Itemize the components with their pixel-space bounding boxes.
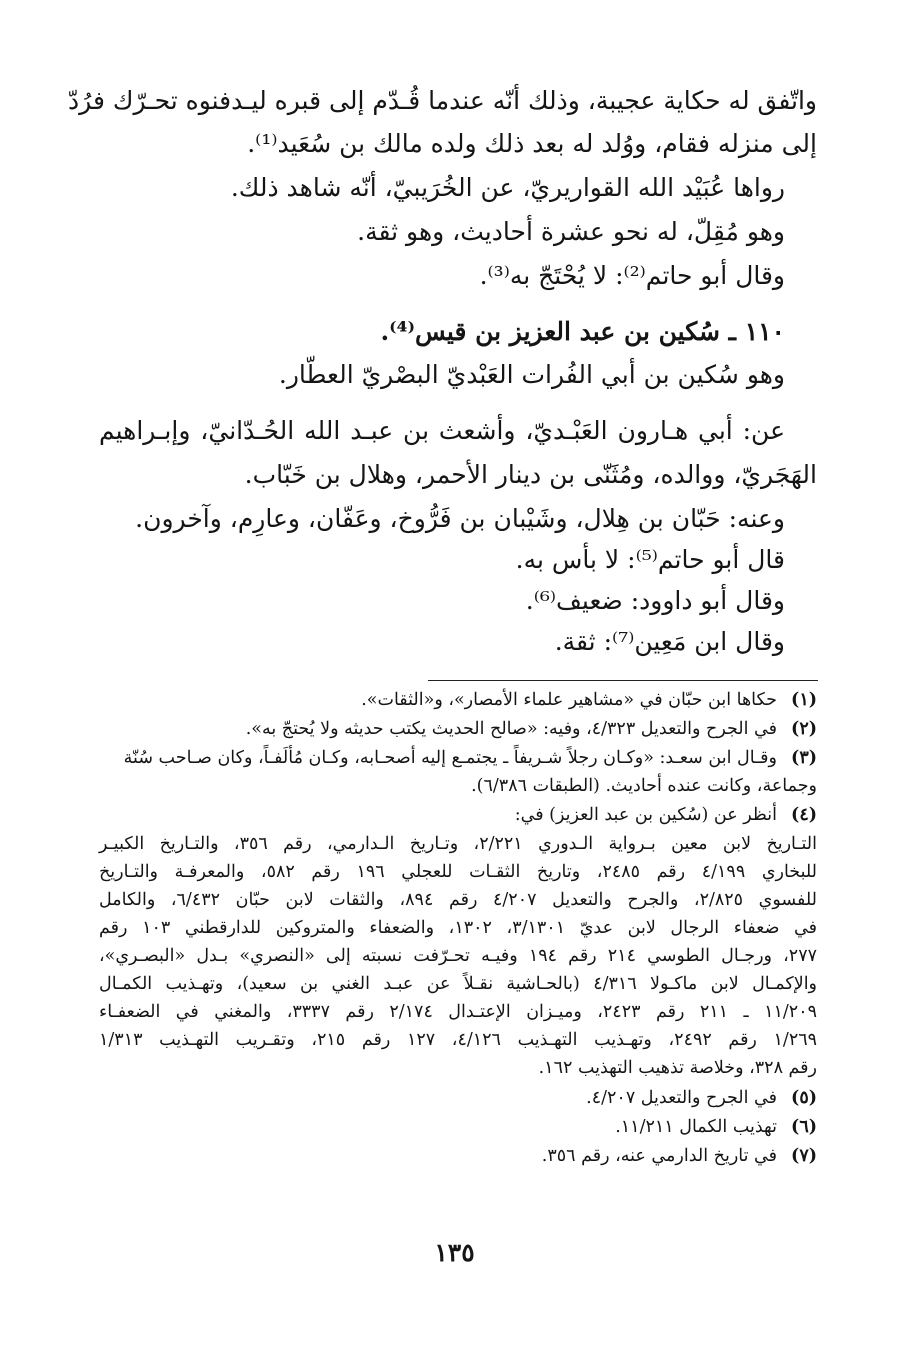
- footnote-4: [99, 801, 817, 829]
- body-line: وعنه: حَبّان بن هِلال، وشَيْبان بن فَرُّوخ، وعَفّان، وعارِم، وآخرون.: [135, 504, 785, 533]
- footnote-number: (٤): [791, 805, 817, 825]
- body-line: وهو مُقِلّ، له نحو عشرة أحاديث، وهو ثقة.: [357, 217, 785, 246]
- footnote-text: وقـال ابن سعـد: «وكـان رجلاً شـريفاً ـ يجتمـع إليه أصحـابه، وكـان مُألَفـاً، وكان صـاحب سُنّة: [123, 748, 777, 768]
- body-line: الهَجَريّ، ووالده، ومُثَنّى بن دينار الأحمر، وهلال بن خَبّاب.: [244, 460, 817, 489]
- footnote-text: تهذيب الكمال ١١/٢١١.: [615, 1117, 777, 1137]
- footnote-text: حكاها ابن حبّان في «مشاهير علماء الأمصار»، و«الثقات».: [361, 690, 777, 710]
- footnote-3-continued: وجماعة، وكانت عنده أحاديث. (الطبقات ٦/٣٨٦).: [471, 776, 817, 796]
- footnote-number: (٦): [791, 1117, 817, 1137]
- body-line: وقال أبو داوود: ضعيف⁽⁶⁾.: [525, 586, 785, 615]
- footnote-3: [99, 744, 817, 772]
- footnote-2: [99, 715, 817, 743]
- footnote-text: في تاريخ الدارمي عنه، رقم ٣٥٦.: [541, 1146, 777, 1166]
- footnote-6: [99, 1113, 817, 1141]
- footnote-number: (٧): [791, 1146, 817, 1166]
- body-line: وقال أبو حاتم⁽²⁾: لا يُحْتَجّ به⁽³⁾.: [479, 261, 785, 290]
- body-line: وقال ابن مَعِين⁽⁷⁾: ثقة.: [554, 627, 785, 656]
- footnote-1: [99, 686, 817, 714]
- body-line: وهو سُكين بن أبي الفُرات العَبْديّ البصْريّ العطّار.: [278, 360, 785, 389]
- body-line: رواها عُبَيْد الله القواريريّ، عن الخُرَيبيّ، أنّه شاهد ذلك.: [230, 173, 785, 202]
- footnote-5: [99, 1084, 817, 1112]
- footnote-text: أنظر عن (سُكين بن عبد العزيز) في:: [514, 805, 777, 825]
- footnote-text: في الجرح والتعديل ٤/٣٢٣، وفيه: «صالح الحديث يكتب حديثه ولا يُحتجّ به».: [245, 719, 777, 739]
- footnote-divider: [428, 680, 818, 681]
- entry-heading: ١١٠ ـ سُكين بن عبد العزيز بن قيس⁽⁴⁾.: [380, 317, 785, 346]
- body-line: قال أبو حاتم⁽⁵⁾: لا بأس به.: [515, 545, 785, 574]
- footnote-4-line: ١/٢٦٩ رقم ٢٤٩٢، وتهـذيب التهـذيب ٤/١٢٦، ١٢٧ رقم ٢١٥، وتقـريب التهـذيب ١/٣١٣: [99, 1030, 818, 1050]
- body-line: إلى منزله فقام، ووُلد له بعد ذلك ولده مالك بن سُعَيد⁽¹⁾.: [247, 129, 817, 158]
- footnote-4-line: للفسوي ٢/٨٢٥، والجرح والتعديل ٤/٢٠٧ رقم ٨٩٤، والثقات لابن حبّان ٦/٤٣٢، والكامل: [99, 890, 817, 910]
- footnote-number: (٥): [791, 1088, 817, 1108]
- footnote-4-line: للبخاري ٤/١٩٩ رقم ٢٤٨٥، وتاريخ الثقـات للعجلي ١٩٦ رقم ٥٨٢، والمعرفـة والتـاريخ: [99, 862, 817, 882]
- footnote-number: (٣): [791, 748, 817, 768]
- footnote-4-line: ١١/٢٠٩ ـ ٢١١ رقم ٢٤٢٣، وميـزان الإعتـدال ٢/١٧٤ رقم ٣٣٣٧، والمغني في الضعفـاء: [99, 1002, 817, 1022]
- footnote-number: (٢): [791, 719, 817, 739]
- footnote-4-line: التـاريخ لابن معين بـرواية الـدوري ٢/٢٢١، وتـاريخ الـدارمي، رقم ٣٥٦، والتـاريخ الكبيـر: [99, 834, 817, 854]
- body-line: عن: أبي هـارون العَبْـديّ، وأشعث بن عبـد الله الحُـدّانيّ، وإبـراهيم: [99, 416, 785, 445]
- footnote-4-line: ٢٧٧، ورجـال الطوسي ٢١٤ رقم ١٩٤ وفيـه تحـرّفت نسبته إلى «النصري» بـدل «البصـري»،: [99, 946, 817, 966]
- footnote-4-line: والإكمـال لابن ماكـولا ٤/٣١٦ (بالحـاشية نقـلاً عن عبـد الغني بن سعيد)، وتهـذيب الكمـال: [99, 974, 818, 994]
- footnote-4-line: في ضعفاء الرجال لابن عديّ ٣/١٣٠١، ١٣٠٢، والضعفاء والمتروكين للدارقطني ١٠٣ رقم: [99, 918, 818, 938]
- footnote-7: [99, 1142, 817, 1170]
- body-line: واتّفق له حكاية عجيبة، وذلك أنّه عندما قُـدّم إلى قبره ليـدفنوه تحـرّك فرُدّ: [68, 86, 817, 115]
- footnote-text: في الجرح والتعديل ٤/٢٠٧.: [586, 1088, 777, 1108]
- page-number: ١٣٥: [434, 1238, 475, 1267]
- footnote-4-line: رقم ٣٢٨، وخلاصة تذهيب التهذيب ١٦٢.: [538, 1058, 817, 1078]
- footnote-number: (١): [791, 690, 817, 710]
